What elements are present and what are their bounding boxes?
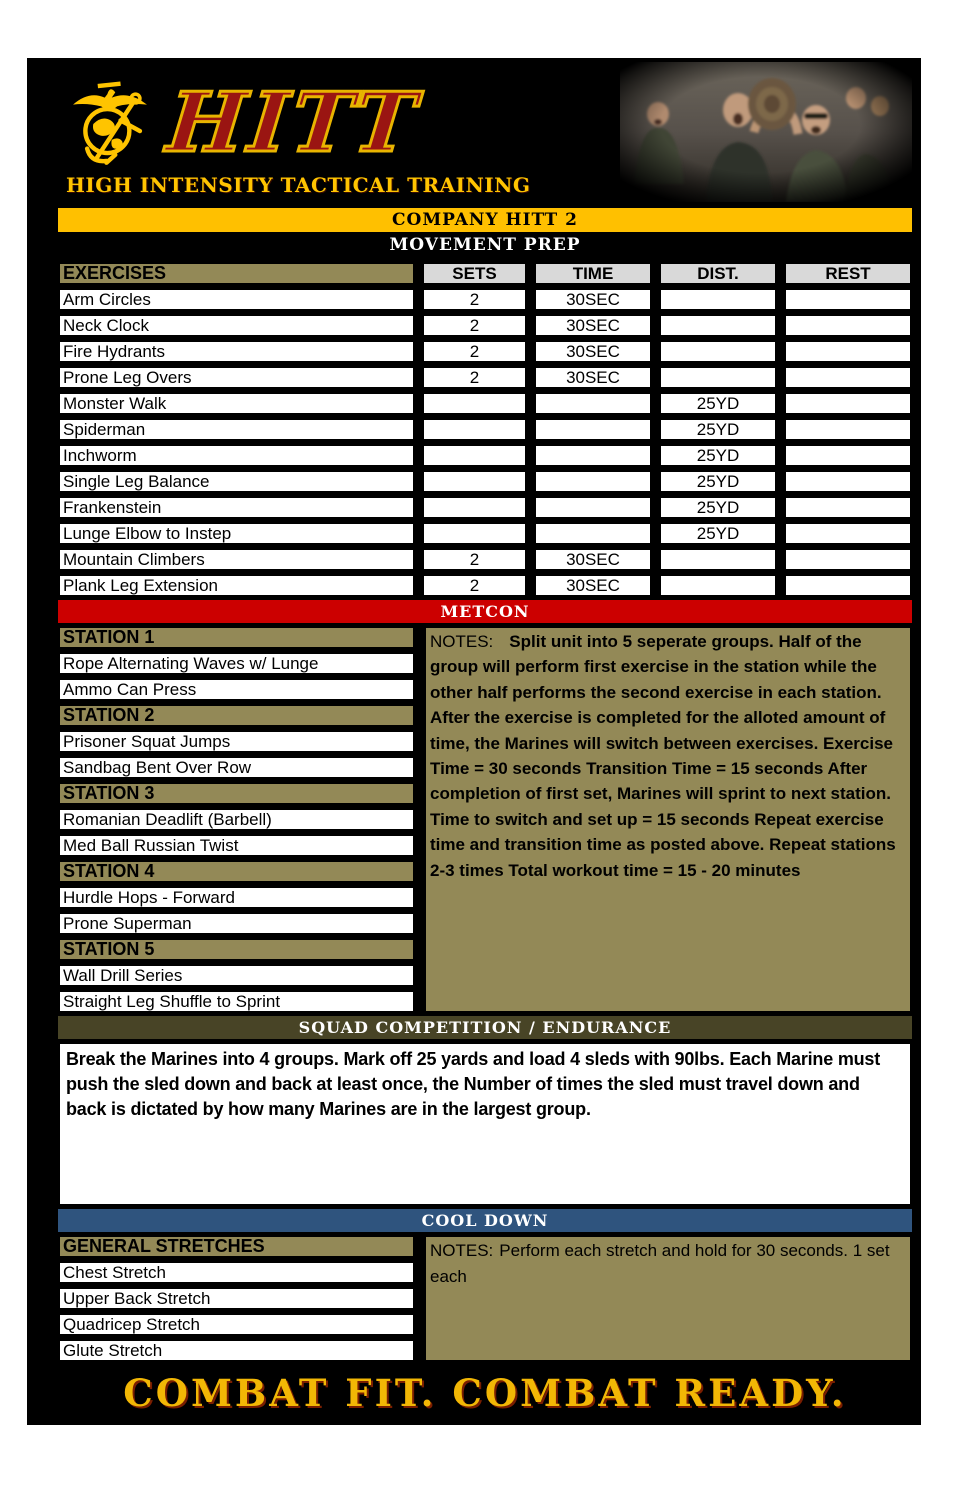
logo-subtitle: HIGH INTENSITY TACTICAL TRAINING <box>66 173 531 197</box>
table-row <box>58 496 912 519</box>
dist-cell: 25YD <box>659 470 777 493</box>
eagle-globe-anchor-icon <box>66 78 154 170</box>
stretches-header: GENERAL STRETCHES <box>58 1235 415 1258</box>
dist-cell <box>659 548 777 571</box>
exercise-cell: Mountain Climbers <box>58 548 415 571</box>
rest-cell <box>784 418 912 441</box>
movement-prep-title: MOVEMENT PREP <box>389 235 581 255</box>
table-row <box>58 522 912 545</box>
worksheet-page <box>27 58 921 1425</box>
exercise-cell: Inchworm <box>58 444 415 467</box>
table-row <box>58 418 912 441</box>
time-cell <box>534 522 652 545</box>
exercise-cell: Single Leg Balance <box>58 470 415 493</box>
station-header: STATION 5 <box>58 938 415 961</box>
cooldown-notes <box>424 1235 912 1362</box>
rest-cell <box>784 314 912 337</box>
station-exercise: Romanian Deadlift (Barbell) <box>58 808 415 831</box>
header <box>58 58 912 205</box>
notes-label: NOTES: <box>430 632 494 651</box>
table-row <box>58 548 912 571</box>
station-exercise: Med Ball Russian Twist <box>58 834 415 857</box>
metcon-notes <box>424 626 912 1013</box>
sets-cell <box>422 392 527 415</box>
station-exercise: Wall Drill Series <box>58 964 415 987</box>
exercise-cell: Monster Walk <box>58 392 415 415</box>
exercise-cell: Prone Leg Overs <box>58 366 415 389</box>
station-header: STATION 2 <box>58 704 415 727</box>
station-header: STATION 4 <box>58 860 415 883</box>
table-row <box>58 444 912 467</box>
time-cell: 30SEC <box>534 548 652 571</box>
table-row <box>58 392 912 415</box>
dist-cell <box>659 366 777 389</box>
cooldown-title-bar: COOL DOWN <box>58 1209 912 1232</box>
column-header-rest: REST <box>784 262 912 285</box>
squad-instructions: Break the Marines into 4 groups. Mark off 25 yards and load 4 sleds with 90lbs. Each Marine must push the sled down and back at least once, the Number of times the sled must travel down and back is dictated by how many Marines are in the largest group. <box>58 1042 912 1206</box>
column-header-dist: DIST. <box>659 262 777 285</box>
time-cell <box>534 418 652 441</box>
stretches-column <box>58 1235 415 1362</box>
exercise-cell: Fire Hydrants <box>58 340 415 363</box>
rest-cell <box>784 496 912 519</box>
table-row <box>58 340 912 363</box>
station-exercise: Sandbag Bent Over Row <box>58 756 415 779</box>
sets-cell: 2 <box>422 288 527 311</box>
marines-log-photo <box>620 62 912 202</box>
time-cell <box>534 392 652 415</box>
rest-cell <box>784 444 912 467</box>
time-cell: 30SEC <box>534 366 652 389</box>
station-exercise: Straight Leg Shuffle to Sprint <box>58 990 415 1013</box>
exercise-cell: Frankenstein <box>58 496 415 519</box>
exercise-cell: Lunge Elbow to Instep <box>58 522 415 545</box>
exercise-cell: Arm Circles <box>58 288 415 311</box>
sets-cell: 2 <box>422 340 527 363</box>
dist-cell: 25YD <box>659 392 777 415</box>
table-header-row <box>58 262 912 285</box>
table-row <box>58 366 912 389</box>
sets-cell <box>422 496 527 519</box>
dist-cell: 25YD <box>659 496 777 519</box>
notes-label: NOTES: <box>430 1241 494 1260</box>
sets-cell: 2 <box>422 574 527 597</box>
station-exercise: Rope Alternating Waves w/ Lunge <box>58 652 415 675</box>
time-cell <box>534 444 652 467</box>
station-exercise: Ammo Can Press <box>58 678 415 701</box>
notes-text: Split unit into 5 seperate groups. Half of the group will perform first exercise in the station while the other half performs the second exercise in each station. After the exercise is completed for the alloted amount of time, the Marines will switch between exercises. Exercise Time = 30 seconds Transition Time = 15 seconds After completion of first set, Marines will sprint to next station. Time to switch and set up = 15 seconds Repeat exercise time and transition time as posted above. Repeat stations 2-3 times Total workout time = 15 - 20 minutes <box>430 632 896 880</box>
exercise-cell: Plank Leg Extension <box>58 574 415 597</box>
rest-cell <box>784 366 912 389</box>
brand-block <box>66 75 531 197</box>
dist-cell: 25YD <box>659 522 777 545</box>
table-row <box>58 288 912 311</box>
column-header-sets: SETS <box>422 262 527 285</box>
stretch-row: Upper Back Stretch <box>58 1287 415 1310</box>
metcon-stations-column <box>58 626 415 1013</box>
cooldown-section <box>58 1235 912 1362</box>
sets-cell <box>422 444 527 467</box>
station-exercise: Prisoner Squat Jumps <box>58 730 415 753</box>
stretch-row: Chest Stretch <box>58 1261 415 1284</box>
dist-cell <box>659 340 777 363</box>
rest-cell <box>784 470 912 493</box>
notes-text: Perform each stretch and hold for 30 seconds. 1 set each <box>430 1241 890 1286</box>
station-exercise: Hurdle Hops - Forward <box>58 886 415 909</box>
sets-cell: 2 <box>422 548 527 571</box>
dist-cell <box>659 314 777 337</box>
rest-cell <box>784 340 912 363</box>
hitt-logo-text: HITT <box>163 75 425 172</box>
motto-text: COMBAT FIT. COMBAT READY. <box>123 1370 847 1415</box>
rest-cell <box>784 288 912 311</box>
table-row <box>58 470 912 493</box>
rest-cell <box>784 574 912 597</box>
table-row <box>58 314 912 337</box>
sets-cell <box>422 418 527 441</box>
time-cell: 30SEC <box>534 288 652 311</box>
dist-cell <box>659 574 777 597</box>
time-cell: 30SEC <box>534 314 652 337</box>
sets-cell <box>422 470 527 493</box>
metcon-section <box>58 626 912 1013</box>
time-cell: 30SEC <box>534 574 652 597</box>
stretch-row: Glute Stretch <box>58 1339 415 1362</box>
station-exercise: Prone Superman <box>58 912 415 935</box>
squad-title-bar: SQUAD COMPETITION / ENDURANCE <box>58 1016 912 1039</box>
dist-cell: 25YD <box>659 444 777 467</box>
time-cell <box>534 470 652 493</box>
station-header: STATION 1 <box>58 626 415 649</box>
movement-prep-table <box>58 262 912 597</box>
rest-cell <box>784 392 912 415</box>
dist-cell: 25YD <box>659 418 777 441</box>
sets-cell: 2 <box>422 366 527 389</box>
table-row <box>58 574 912 597</box>
company-title-bar: COMPANY HITT 2 <box>58 208 912 232</box>
rest-cell <box>784 522 912 545</box>
exercise-cell: Spiderman <box>58 418 415 441</box>
time-cell <box>534 496 652 519</box>
time-cell: 30SEC <box>534 340 652 363</box>
rest-cell <box>784 548 912 571</box>
metcon-title-bar: METCON <box>58 600 912 623</box>
stretch-row: Quadricep Stretch <box>58 1313 415 1336</box>
column-header-time: TIME <box>534 262 652 285</box>
column-header-exercises: EXERCISES <box>58 262 415 285</box>
sets-cell <box>422 522 527 545</box>
exercise-cell: Neck Clock <box>58 314 415 337</box>
dist-cell <box>659 288 777 311</box>
station-header: STATION 3 <box>58 782 415 805</box>
sets-cell: 2 <box>422 314 527 337</box>
